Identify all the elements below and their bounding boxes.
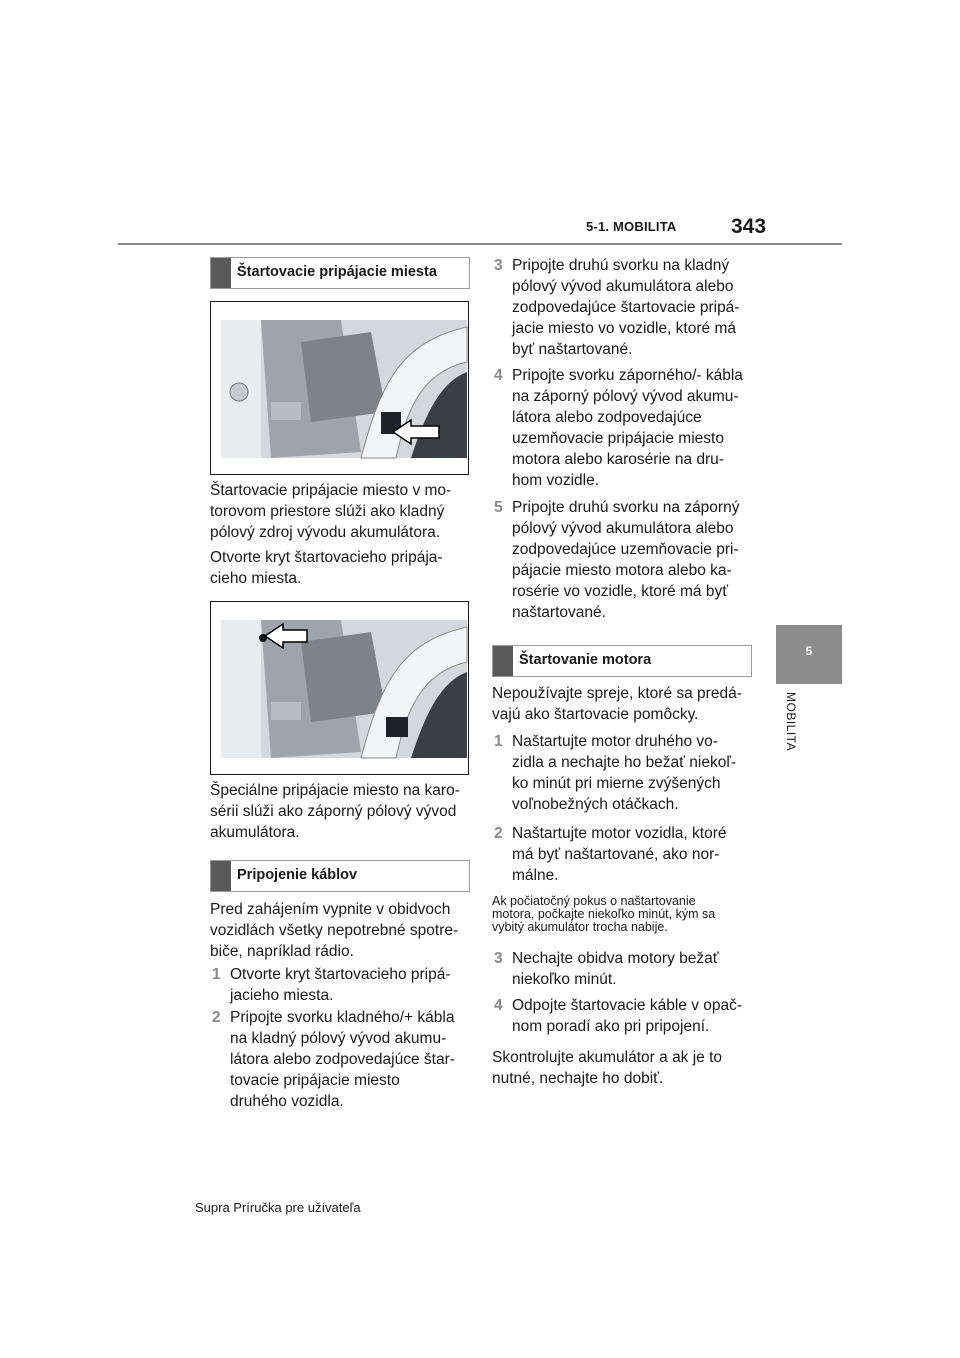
text-line: na záporný pólový vývod akumu- <box>512 388 739 405</box>
step-item <box>492 497 762 623</box>
photo-engine-bay-ground <box>210 601 469 775</box>
paragraph-open-cover <box>210 547 480 589</box>
text-line: Otvorte kryt štartovacieho pripá- <box>230 966 451 983</box>
engine-bay-illustration <box>211 302 468 474</box>
step-number: 2 <box>494 825 503 842</box>
step-item <box>210 964 480 1006</box>
text-line: Pripojte svorku kladného/+ kábla <box>230 1009 455 1026</box>
paragraph-before-start <box>210 899 480 962</box>
text-line: motora alebo karosérie na dru- <box>512 451 724 468</box>
heading-marker <box>211 861 231 891</box>
text-line: biče, napríklad rádio. <box>210 943 354 960</box>
text-line: motora, počkajte niekoľko minút, kým sa <box>492 907 716 921</box>
text-line: niekoľko minút. <box>512 971 617 988</box>
chapter-number: 5 <box>805 644 813 658</box>
text-line: nutné, nechajte ho dobiť. <box>492 1070 664 1087</box>
heading-marker <box>493 646 513 676</box>
text-line: má byť naštartované, ako nor- <box>512 846 720 863</box>
paragraph-check-battery <box>492 1047 762 1089</box>
text-line: látora alebo zodpovedajúce <box>512 409 702 426</box>
text-line: sérii slúži ako záporný pólový vývod <box>210 803 457 820</box>
text-line: cieho miesta. <box>210 570 302 587</box>
text-line: na kladný pólový vývod akumu- <box>230 1030 447 1047</box>
section-title: 5-1. MOBILITA <box>586 219 677 234</box>
heading-text: Štartovacie pripájacie miesta <box>237 264 437 280</box>
text-line: vybitý akumulátor trocha nabije. <box>492 920 668 934</box>
text-line: pájacie miesto motora alebo ka- <box>512 562 732 579</box>
text-line: vozidlách všetky nepotrebné spotre- <box>210 922 459 939</box>
footer-text: Supra Príručka pre užívateľa <box>195 1200 361 1215</box>
text-line: nom poradí ako pri pripojení. <box>512 1018 710 1035</box>
heading-starting-engine <box>492 645 752 677</box>
text-line: Pripojte druhú svorku na kladný <box>512 257 730 274</box>
chapter-label <box>782 692 802 762</box>
text-line: málne. <box>512 867 559 884</box>
text-line: Skontrolujte akumulátor a ak je to <box>492 1049 723 1066</box>
step-item <box>492 255 762 360</box>
text-line: Pripojte svorku záporného/- kábla <box>512 367 743 384</box>
text-line: Nepoužívajte spreje, ktoré sa predá- <box>492 685 742 702</box>
step-item <box>492 731 762 815</box>
text-line: hom vozidle. <box>512 472 600 489</box>
page-number: 343 <box>731 215 767 238</box>
text-line: pólový vývod akumulátora alebo <box>512 278 734 295</box>
text-line: pólový vývod akumulátora alebo <box>512 520 734 537</box>
text-line: vajú ako štartovacie pomôcky. <box>492 706 699 723</box>
heading-text: Štartovanie motora <box>519 652 652 668</box>
text-line: Ak počiatočný pokus o naštartovanie <box>492 894 696 908</box>
step-number: 2 <box>212 1009 221 1026</box>
text-line: jacieho miesta. <box>230 987 334 1004</box>
note-text <box>492 895 762 934</box>
text-line: Špeciálne pripájacie miesto na karo- <box>210 782 460 799</box>
step-number: 4 <box>494 367 503 384</box>
step-number: 5 <box>494 499 503 516</box>
step-item <box>492 365 762 491</box>
text-line: Otvorte kryt štartovacieho pripája- <box>210 549 443 566</box>
text-line: Naštartujte motor vozidla, ktoré <box>512 825 727 842</box>
heading-connecting-cables <box>210 860 470 892</box>
step-item <box>492 823 762 886</box>
text-line: uzemňovacie pripájacie miesto <box>512 430 724 447</box>
paragraph-no-sprays <box>492 683 762 725</box>
text-line: byť naštartované. <box>512 341 633 358</box>
text-line: Naštartujte motor druhého vo- <box>512 733 718 750</box>
text-line: pólový zdroj vývodu akumulátora. <box>210 524 441 541</box>
step-item <box>210 1007 480 1112</box>
heading-text: Pripojenie káblov <box>237 867 358 883</box>
step-number: 4 <box>494 997 503 1014</box>
text-line: zidla a nechajte ho bežať niekoľ- <box>512 754 737 771</box>
text-line: tovacie pripájacie miesto <box>230 1072 400 1089</box>
step-item <box>492 948 762 990</box>
text-line: naštartované. <box>512 604 606 621</box>
step-number: 3 <box>494 257 503 274</box>
text-line: látora alebo zodpovedajúce štar- <box>230 1051 455 1068</box>
text-line: Odpojte štartovacie káble v opač- <box>512 997 743 1014</box>
step-item <box>492 995 762 1037</box>
chapter-label-text: MOBILITA <box>784 692 798 752</box>
text-line: jacie miesto vo vozidle, ktoré má <box>512 320 736 337</box>
heading-marker <box>211 258 231 288</box>
step-number: 1 <box>494 733 503 750</box>
text-line: druhého vozidla. <box>230 1093 344 1110</box>
text-line: Štartovacie pripájacie miesto v mo- <box>210 482 452 499</box>
text-line: zodpovedajúce štartovacie pripá- <box>512 299 740 316</box>
text-line: rosérie vo vozidle, ktoré má byť <box>512 583 729 600</box>
text-line: Pripojte druhú svorku na záporný <box>512 499 740 516</box>
engine-bay-ground-illustration <box>211 602 468 774</box>
header-divider <box>118 243 842 245</box>
text-line: Pred zahájením vypnite v obidvoch <box>210 901 451 918</box>
photo-engine-bay-positive <box>210 301 469 475</box>
step-number: 3 <box>494 950 503 967</box>
step-number: 1 <box>212 966 221 983</box>
text-line: torovom priestore slúži ako kladný <box>210 503 445 520</box>
text-line: ko minút pri mierne zvýšených <box>512 775 721 792</box>
chapter-tab[interactable] <box>776 625 842 684</box>
text-line: zodpovedajúce uzemňovacie pri- <box>512 541 739 558</box>
text-line: akumulátora. <box>210 824 300 841</box>
paragraph-positive-point <box>210 480 480 543</box>
text-line: voľnobežných otáčkach. <box>512 796 679 813</box>
text-line: Nechajte obidva motory bežať <box>512 950 719 967</box>
heading-starting-points <box>210 257 470 289</box>
paragraph-ground-point <box>210 780 480 843</box>
